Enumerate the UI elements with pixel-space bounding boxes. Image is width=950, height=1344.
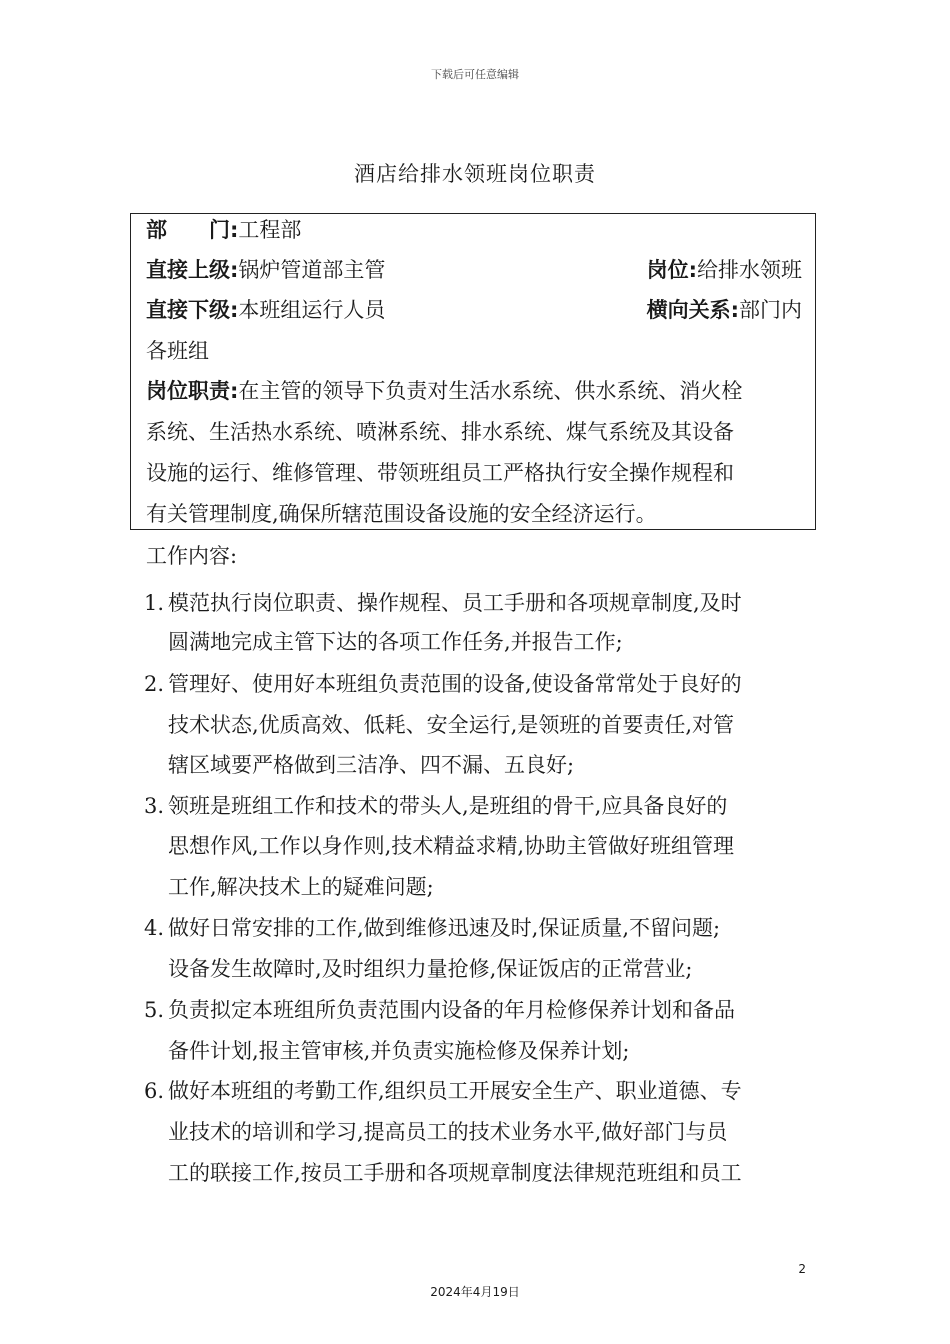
list-item-number: 4. [144, 916, 165, 940]
superior-value: 锅炉管道部主管 [238, 258, 386, 282]
list-item-line: 领班是班组工作和技术的带头人,是班组的骨干,应具备良好的 [168, 794, 728, 818]
list-item-line: 模范执行岗位职责、操作规程、员工手册和各项规章制度,及时 [168, 591, 742, 615]
list-item-line: 思想作风,工作以身作则,技术精益求精,协助主管做好班组管理 [168, 834, 735, 858]
subordinate-value: 本班组运行人员 [238, 298, 386, 322]
list-item-line: 做好本班组的考勤工作,组织员工开展安全生产、职业道德、专 [168, 1079, 742, 1103]
duty-line: 系统、生活热水系统、喷淋系统、排水系统、煤气系统及其设备 [146, 420, 734, 444]
position-label: 岗位: [646, 258, 697, 282]
list-item-line: 设备发生故障时,及时组织力量抢修,保证饭店的正常营业; [168, 957, 693, 981]
list-item-number: 1. [144, 591, 165, 615]
list-item-line: 备件计划,报主管审核,并负责实施检修及保养计划; [168, 1039, 630, 1063]
relation-continuation: 各班组 [146, 339, 209, 363]
duty-label: 岗位职责: [146, 379, 239, 403]
list-item-line: 负责拟定本班组所负责范围内设备的年月检修保养计划和备品 [168, 998, 735, 1022]
department-label: 部 门: [146, 218, 239, 242]
document-title: 酒店给排水领班岗位职责 [354, 162, 596, 186]
list-item-number: 3. [144, 794, 165, 818]
position-row [647, 256, 802, 284]
work-content-heading: 工作内容: [146, 544, 238, 568]
duty-line: 设施的运行、维修管理、带领班组员工严格执行安全操作规程和 [146, 461, 734, 485]
superior-label: 直接上级: [146, 258, 239, 282]
department-row [146, 216, 301, 244]
list-item-line: 做好日常安排的工作,做到维修迅速及时,保证质量,不留问题; [168, 916, 721, 940]
page-number: 2 [798, 1262, 806, 1276]
duty-line: 有关管理制度,确保所辖范围设备设施的安全经济运行。 [146, 502, 657, 526]
list-item-line: 管理好、使用好本班组负责范围的设备,使设备常常处于良好的 [168, 672, 742, 696]
subordinate-row [146, 296, 385, 324]
relation-value: 部门内 [739, 298, 802, 322]
list-item-number: 6. [144, 1079, 165, 1103]
superior-row [146, 256, 385, 284]
header-note: 下载后可任意编辑 [431, 68, 519, 81]
list-item-line: 业技术的培训和学习,提高员工的技术业务水平,做好部门与员 [168, 1120, 728, 1144]
duty-row [146, 377, 742, 405]
list-item-number: 2. [144, 672, 165, 696]
list-item-line: 技术状态,优质高效、低耗、安全运行,是领班的首要责任,对管 [168, 713, 735, 737]
position-value: 给排水领班 [697, 258, 802, 282]
relation-label: 横向关系: [646, 298, 739, 322]
subordinate-label: 直接下级: [146, 298, 239, 322]
list-item-line: 圆满地完成主管下达的各项工作任务,并报告工作; [168, 630, 623, 654]
list-item-number: 5. [144, 998, 165, 1022]
list-item-line: 工的联接工作,按员工手册和各项规章制度法律规范班组和员工 [168, 1161, 742, 1185]
list-item-line: 辖区域要严格做到三洁净、四不漏、五良好; [168, 753, 575, 777]
relation-row [647, 296, 802, 324]
duty-line: 在主管的领导下负责对生活水系统、供水系统、消火栓 [238, 379, 743, 403]
department-value: 工程部 [238, 218, 302, 242]
footer-date: 2024年4月19日 [430, 1285, 520, 1299]
list-item-line: 工作,解决技术上的疑难问题; [168, 875, 434, 899]
